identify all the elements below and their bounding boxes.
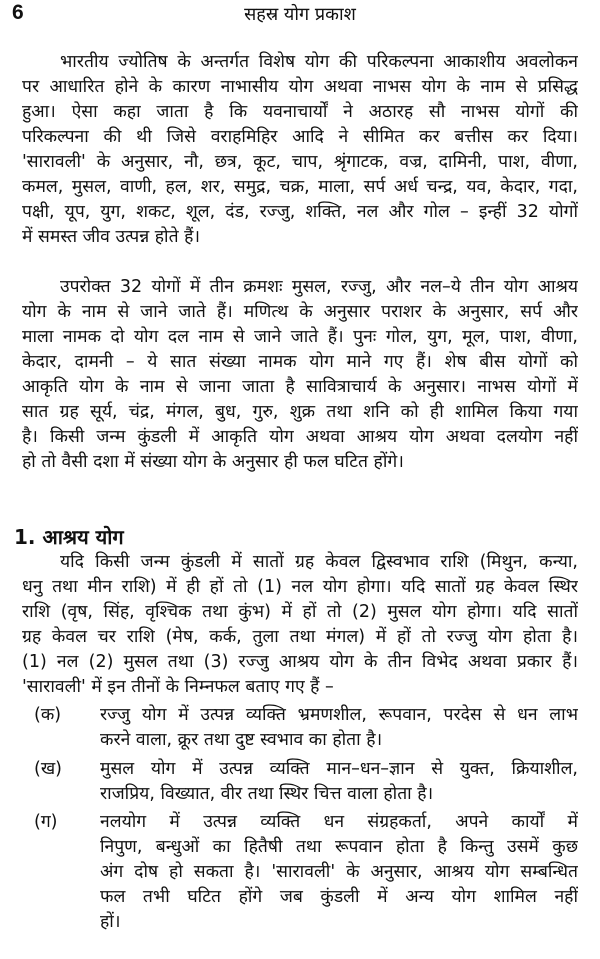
list-item xyxy=(22,757,578,807)
text-line: पक्षी, यूप, युग, शकट, शूल, दंड, रज्जु, शक्ति, नल और गोल – इन्हीं 32 योगों xyxy=(22,202,578,222)
running-title: सहस्र योग प्रकाश xyxy=(244,4,356,25)
text-line: नलयोग में उत्पन्न व्यक्ति धन संग्रहकर्ता, अपने कार्यों में xyxy=(100,812,578,832)
text-line: अंग दोष हो सकता है। 'सारावली' के अनुसार, आश्रय योग सम्बन्धित xyxy=(100,862,578,882)
text-line: आकृति योग के नाम से जाना जाता है सावित्राचार्य के अनुसार। नाभस योगों में xyxy=(22,377,578,397)
text-line: सात ग्रह सूर्य, चंद्र, मंगल, बुध, गुरु, शुक्र तथा शनि को ही शामिल किया गया xyxy=(22,402,578,422)
list-item-body xyxy=(100,703,578,753)
text-line: भारतीय ज्योतिष के अन्तर्गत विशेष योग की परिकल्पना आकाशीय अवलोकन xyxy=(60,52,578,72)
list-item-body xyxy=(100,810,578,935)
text-line: हुआ। ऐसा कहा जाता है कि यवनाचार्यों ने अठारह सौ नाभस योगों की xyxy=(22,102,578,122)
page-number: 6 xyxy=(12,1,24,24)
text-line: राजप्रिय, विख्यात, वीर तथा स्थिर चित्त वाला होता है। xyxy=(100,784,434,804)
list-label: (क) xyxy=(34,705,62,725)
text-line: धनु तथा मीन राशि) में ही हों तो (1) नल योग होगा। यदि सातों ग्रह केवल स्थिर xyxy=(22,577,578,597)
text-line: फल तभी घटित होंगे जब कुंडली में अन्य योग शामिल नहीं xyxy=(100,887,578,907)
text-line: परिकल्पना की थी जिसे वराहमिहिर आदि ने सीमित कर बत्तीस कर दिया। xyxy=(22,127,578,147)
list-item xyxy=(22,703,578,753)
text-line: उपरोक्त 32 योगों में तीन क्रमशः मुसल, रज्जु, और नल–ये तीन योग आश्रय xyxy=(60,277,578,297)
text-line: (1) नल (2) मुसल तथा (3) रज्जु आश्रय योग के तीन विभेद अथवा प्रकार हैं। xyxy=(22,652,578,672)
paragraph-classification xyxy=(22,275,578,475)
text-line: यदि किसी जन्म कुंडली में सातों ग्रह केवल द्विस्वभाव राशि (मिथुन, कन्या, xyxy=(60,552,578,572)
section-heading: 1. आश्रय योग xyxy=(14,525,124,549)
text-line: 'सारावली' के अनुसार, नौ, छत्र, कूट, चाप, श्रृंगाटक, वज्र, दामिनी, पाश, वीणा, xyxy=(22,152,578,172)
text-line: ग्रह केवल चर राशि (मेष, कर्क, तुला तथा मंगल) में हों तो रज्जु योग होता है। xyxy=(22,627,578,647)
list-item xyxy=(22,810,578,935)
text-line: करने वाला, क्रूर तथा दुष्ट स्वभाव का होता है। xyxy=(100,730,383,750)
text-line: मुसल योग में उत्पन्न व्यक्ति मान–धन–ज्ञान से युक्त, क्रियाशील, xyxy=(100,759,578,779)
list-label: (ख) xyxy=(34,759,62,779)
list-item-body xyxy=(100,757,578,807)
text-line: हों। xyxy=(100,912,121,932)
list-label: (ग) xyxy=(34,812,58,832)
text-line: राशि (वृष, सिंह, वृश्चिक तथा कुंभ) में हों तो (2) मुसल योग होगा। यदि सातों xyxy=(22,602,578,622)
text-line: केदार, दामनी – ये सात संख्या नामक योग माने गए हैं। शेष बीस योगों को xyxy=(22,352,578,372)
text-line: रज्जु योग में उत्पन्न व्यक्ति भ्रमणशील, रूपवान, परदेस से धन लाभ xyxy=(100,705,578,725)
text-line: कमल, मुसल, वाणी, हल, शर, समुद्र, चक्र, माला, सर्प अर्ध चन्द्र, यव, केदार, गदा, xyxy=(22,177,578,197)
text-line: निपुण, बन्धुओं का हितैषी तथा रूपवान होता है किन्तु उसमें कुछ xyxy=(100,837,578,857)
text-line: योग के नाम से जाने जाते हैं। मणित्थ के अनुसार पराशर के अनुसार, सर्प और xyxy=(22,302,578,322)
text-line: है। किसी जन्म कुंडली में आकृति योग अथवा आश्रय योग अथवा दलयोग नहीं xyxy=(22,427,578,447)
text-line: में समस्त जीव उत्पन्न होते हैं। xyxy=(22,227,201,247)
text-line: माला नामक दो योग दल नाम से जाने जाते हैं। पुनः गोल, युग, मूल, पाश, वीणा, xyxy=(22,327,578,347)
text-line: पर आधारित होने के कारण नाभासीय योग अथवा नाभस योग के नाम से प्रसिद्ध xyxy=(22,77,578,97)
text-line: हो तो वैसी दशा में संख्या योग के अनुसार ही फल घटित होंगे। xyxy=(22,452,404,472)
paragraph-ashraya-yoga xyxy=(22,550,578,700)
page-header xyxy=(0,0,600,28)
paragraph-intro xyxy=(22,50,578,250)
text-line: 'सारावली' में इन तीनों के निम्नफल बताए गए हैं – xyxy=(22,677,334,697)
